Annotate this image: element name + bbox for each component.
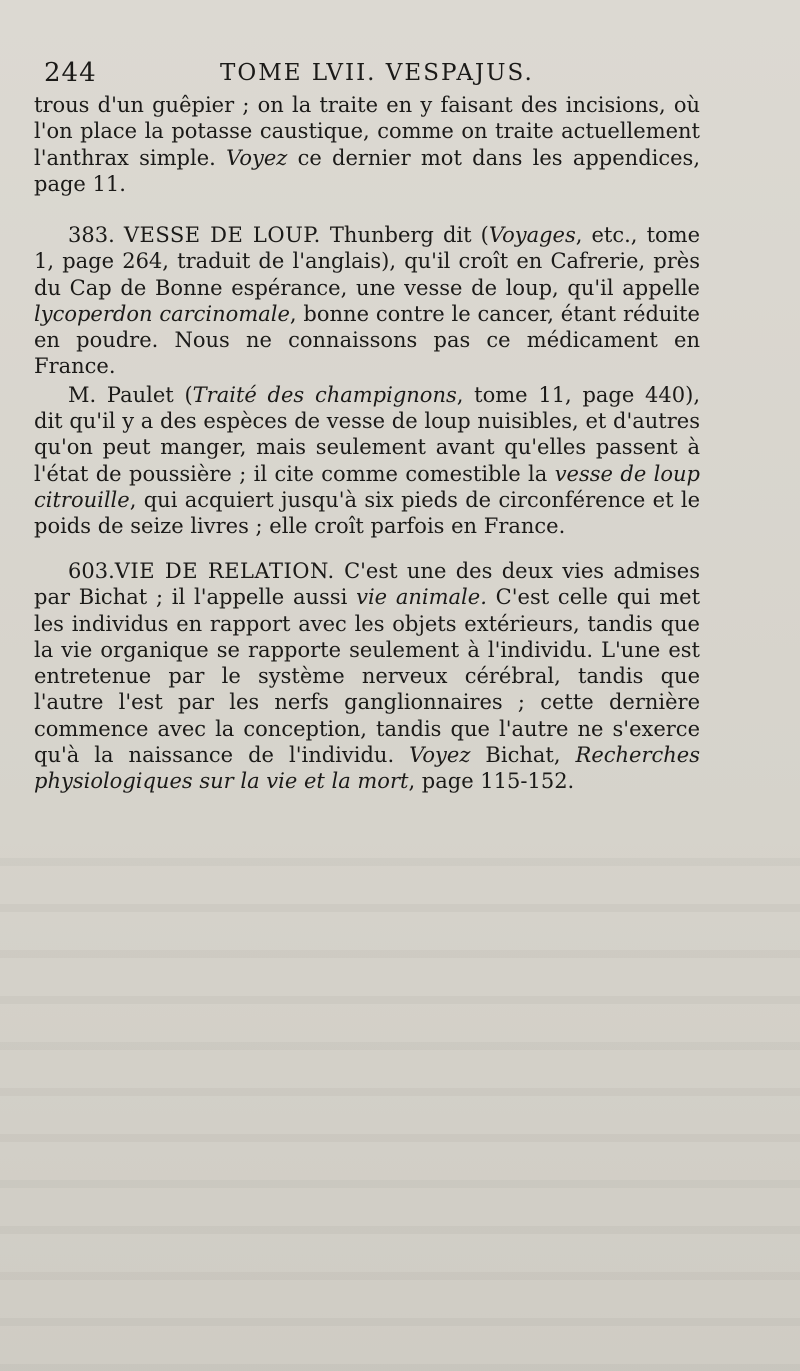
entry-383 [34, 222, 700, 540]
entry-603 [34, 558, 700, 795]
continuation-block [34, 92, 700, 197]
text-span: , bonne contre le cancer, étant réduite en poudre. Nous ne connaissons pas ce médicament en France. [34, 301, 700, 379]
italic-title: Traité des champignons [192, 382, 457, 407]
text-span: , tome 11, page 440), dit qu'il y a des espèces de vesse de loup nuisibles, et d'autres qu'on peut manger, mais seulement avant qu'elles passent à l'état de poussière ; il cite comme comestible la [34, 382, 700, 486]
page-number: 244 [44, 58, 97, 88]
entry-603-paragraph [34, 558, 700, 795]
italic-term: lycoperdon carcinomale [34, 301, 290, 326]
text-span: C'est celle qui met les individus en rapport avec les objets extérieurs, tandis que la vie organique se rapporte seulement à l'individu. L'une est entretenue par le système nerveux cérébral, tandis que l'autre l'est par les nerfs ganglionnaires ; cette dernière commence avec la conception, tandis que l'autre ne s'exerce qu'à la naissance de l'individu. [34, 585, 701, 768]
entry-title: VESSE DE LOUP. [123, 223, 321, 247]
text-span: trous d'un guêpier ; on la traite en y faisant des incisions, où l'on place la potasse caustique, comme on traite actuellement l'anthrax simple. [34, 93, 700, 170]
running-title: TOME LVII. VESPAJUS. [220, 60, 534, 86]
voyez-ref: Voyez [409, 743, 471, 768]
continuation-paragraph [34, 92, 700, 197]
entry-number: 383. [68, 223, 115, 247]
entry-number: 603. [68, 559, 115, 583]
italic-title: Recherches physiologiques sur la vie et la mort [34, 743, 701, 794]
entry-title: VIE DE RELATION. [114, 559, 335, 583]
italic-term: vesse de loup citrouille [34, 461, 700, 512]
italic-title: Voyages [488, 223, 576, 247]
text-span: M. Paulet ( [68, 382, 193, 407]
text-span: Bichat, [470, 743, 576, 768]
entry-383-paragraph-1 [34, 222, 700, 380]
page-header [40, 58, 700, 94]
show-through-text [0, 820, 800, 1371]
text-span: , page 115-152. [408, 769, 575, 794]
text-span: ce dernier mot dans les appendices, page 11. [34, 145, 700, 196]
voyez-ref: Voyez [226, 145, 288, 170]
text-span: C'est une des deux vies admises par Bichat ; il l'appelle aussi [34, 559, 700, 610]
italic-term: vie animale. [356, 585, 487, 610]
text-span: Thunberg dit ( [320, 223, 489, 247]
text-span: , etc., tome 1, page 264, traduit de l'anglais), qu'il croît en Cafrerie, près du Cap de Bonne espérance, une vesse de loup, qu'il appelle [34, 223, 700, 300]
entry-383-paragraph-2 [34, 382, 700, 540]
text-span: , qui acquiert jusqu'à six pieds de circonférence et le poids de seize livres ; elle croît parfois en France. [34, 487, 700, 539]
